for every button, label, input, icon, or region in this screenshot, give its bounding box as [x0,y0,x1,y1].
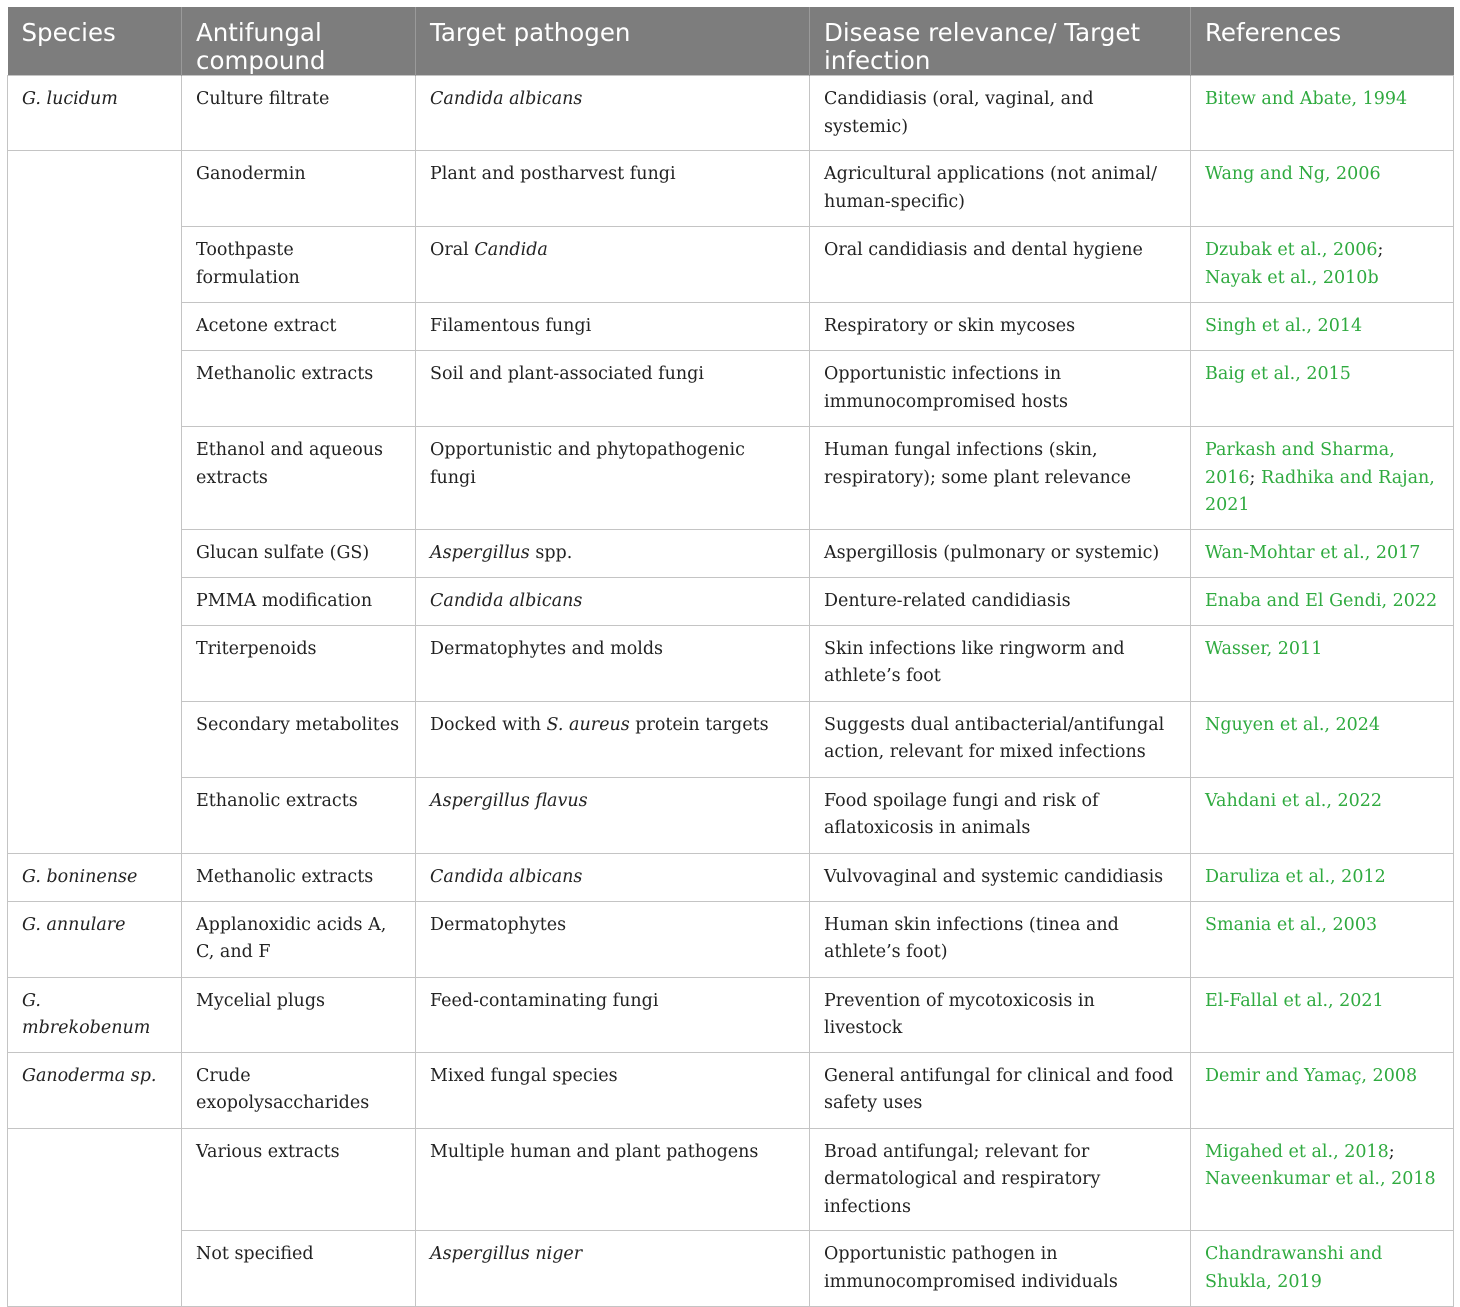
cell-disease: Candidiasis (oral, vaginal, and systemic) [810,76,1191,151]
cell-references [1191,625,1454,701]
pathogen-text: spp. [529,542,573,563]
species-name: Ganoderma sp. [22,1065,157,1086]
cell-references [1191,151,1454,227]
table-row [8,1128,1454,1231]
cell-species [8,1128,182,1307]
reference-link[interactable]: Dzubak et al., 2006 [1205,240,1378,260]
table-row [8,529,1454,577]
table-row [8,1052,1454,1128]
cell-disease: Skin infections like ringworm and athlete’s foot [810,625,1191,701]
species-name: G. annulare [22,914,126,935]
cell-compound: Methanolic extracts [182,853,416,901]
cell-disease: Opportunistic pathogen in immunocompromised individuals [810,1231,1191,1307]
antifungal-compounds-table [7,7,1454,1307]
cell-compound: Glucan sulfate (GS) [182,529,416,577]
cell-compound: Mycelial plugs [182,977,416,1052]
table-row [8,427,1454,530]
cell-references [1191,1052,1454,1128]
cell-disease: Denture-related candidiasis [810,577,1191,625]
cell-pathogen [416,1052,810,1128]
reference-link[interactable]: Nguyen et al., 2024 [1205,714,1381,735]
cell-compound: Not specified [182,1231,416,1307]
reference-link[interactable]: Baig et al., 2015 [1205,364,1351,384]
cell-disease: Aspergillosis (pulmonary or systemic) [810,529,1191,577]
cell-references [1191,777,1454,853]
cell-compound: Various extracts [182,1128,416,1231]
cell-pathogen [416,701,810,777]
cell-disease: Suggests dual antibacterial/antifungal action, relevant for mixed infections [810,701,1191,777]
cell-compound: Secondary metabolites [182,701,416,777]
cell-disease: Human fungal infections (skin, respiratory); some plant relevance [810,427,1191,530]
cell-compound: Applanoxidic acids A, C, and F [182,901,416,977]
header-antifungal-compound: Antifungal compound [182,7,416,76]
header-disease-relevance: Disease relevance/ Target infection [810,7,1191,76]
pathogen-text: Opportunistic and phytopathogenic fungi [430,440,745,488]
pathogen-text: Dermatophytes and molds [430,638,664,659]
table-body [8,76,1454,1307]
cell-compound: Ganodermin [182,151,416,227]
header-species: Species [8,7,182,76]
cell-species [8,76,182,151]
reference-link[interactable]: Smania et al., 2003 [1205,914,1378,935]
reference-link[interactable]: Wang and Ng, 2006 [1205,164,1381,184]
reference-link[interactable]: Chandrawanshi and Shukla, 2019 [1205,1244,1383,1292]
cell-compound: Crude exopolysaccharides [182,1052,416,1128]
table-row [8,303,1454,351]
reference-separator: ; [1249,467,1262,488]
pathogen-text: Multiple human and plant pathogens [430,1141,759,1162]
reference-link[interactable]: Bitew and Abate, 1994 [1205,89,1408,109]
species-name: G. lucidum [22,89,118,109]
cell-references [1191,427,1454,530]
cell-references [1191,303,1454,351]
cell-references [1191,529,1454,577]
cell-compound: Ethanolic extracts [182,777,416,853]
reference-link[interactable]: Naveenkumar et al., 2018 [1205,1169,1436,1189]
table-row [8,577,1454,625]
pathogen-text: Aspergillus niger [430,1244,583,1264]
table-row [8,777,1454,853]
pathogen-text: Feed-contaminating fungi [430,990,659,1011]
cell-references [1191,76,1454,151]
pathogen-text: Candida [474,240,548,260]
cell-references [1191,351,1454,427]
header-target-pathogen: Target pathogen [416,7,810,76]
cell-pathogen [416,625,810,701]
cell-references [1191,977,1454,1052]
cell-species [8,977,182,1052]
cell-pathogen [416,853,810,901]
cell-pathogen [416,777,810,853]
table-row [8,625,1454,701]
reference-link[interactable]: Migahed et al., 2018 [1205,1141,1389,1162]
cell-species [8,901,182,977]
cell-pathogen [416,76,810,151]
cell-pathogen [416,529,810,577]
cell-disease: Food spoilage fungi and risk of aflatoxicosis in animals [810,777,1191,853]
cell-compound: PMMA modification [182,577,416,625]
reference-link[interactable]: Nayak et al., 2010b [1205,267,1379,288]
cell-pathogen [416,1231,810,1307]
reference-link[interactable]: Daruliza et al., 2012 [1205,866,1386,887]
cell-pathogen [416,427,810,530]
cell-references [1191,901,1454,977]
cell-disease: Human skin infections (tinea and athlete’s foot) [810,901,1191,977]
pathogen-text: Filamentous fungi [430,316,592,336]
cell-disease: Agricultural applications (not animal/ human-specific) [810,151,1191,227]
pathogen-text: Soil and plant-associated fungi [430,364,704,384]
cell-disease: Prevention of mycotoxicosis in livestock [810,977,1191,1052]
table-row [8,1231,1454,1307]
species-name: G. mbrekobenum [22,990,151,1038]
table-row [8,76,1454,151]
species-name: G. boninense [22,866,138,887]
header-references: References [1191,7,1454,76]
pathogen-text: Dermatophytes [430,914,567,935]
cell-species [8,1052,182,1128]
cell-disease: Broad antifungal; relevant for dermatological and respiratory infections [810,1128,1191,1231]
cell-compound: Culture filtrate [182,76,416,151]
table-header [8,7,1454,76]
cell-pathogen [416,1128,810,1231]
reference-link[interactable]: Vahdani et al., 2022 [1205,790,1383,811]
reference-link[interactable]: Wan-Mohtar et al., 2017 [1205,542,1421,563]
cell-disease: Opportunistic infections in immunocompromised hosts [810,351,1191,427]
cell-disease: Respiratory or skin mycoses [810,303,1191,351]
pathogen-text: Mixed fungal species [430,1065,618,1086]
cell-references [1191,1128,1454,1231]
cell-compound: Methanolic extracts [182,351,416,427]
pathogen-text: Candida albicans [430,590,583,611]
cell-species [8,853,182,901]
reference-link[interactable]: El-Fallal et al., 2021 [1205,990,1384,1011]
reference-link[interactable]: Wasser, 2011 [1205,638,1323,659]
reference-separator: ; [1377,240,1384,260]
cell-references [1191,1231,1454,1307]
cell-pathogen [416,351,810,427]
table-row [8,351,1454,427]
pathogen-text: protein targets [629,714,769,735]
header-row [8,7,1454,76]
cell-disease: Vulvovaginal and systemic candidiasis [810,853,1191,901]
table-row [8,853,1454,901]
cell-compound: Acetone extract [182,303,416,351]
cell-pathogen [416,977,810,1052]
cell-pathogen [416,227,810,303]
cell-compound: Toothpaste formulation [182,227,416,303]
table-row [8,151,1454,227]
reference-separator: ; [1388,1141,1395,1162]
pathogen-text: Docked with [430,714,547,735]
cell-disease: General antifungal for clinical and food safety uses [810,1052,1191,1128]
pathogen-text: Aspergillus [430,542,530,563]
pathogen-text: Aspergillus flavus [430,790,588,811]
cell-pathogen [416,151,810,227]
cell-references [1191,701,1454,777]
cell-references [1191,227,1454,303]
pathogen-text: Plant and postharvest fungi [430,164,676,184]
pathogen-text: Oral [430,240,475,260]
cell-pathogen [416,577,810,625]
cell-references [1191,853,1454,901]
cell-species [8,151,182,854]
pathogen-text: Candida albicans [430,89,583,109]
cell-pathogen [416,901,810,977]
pathogen-text: Candida albicans [430,866,583,887]
cell-compound: Ethanol and aqueous extracts [182,427,416,530]
table-row [8,227,1454,303]
reference-link[interactable]: Enaba and El Gendi, 2022 [1205,590,1438,611]
cell-disease: Oral candidiasis and dental hygiene [810,227,1191,303]
pathogen-text: S. aureus [546,714,630,735]
cell-references [1191,577,1454,625]
table-row [8,701,1454,777]
table-row [8,901,1454,977]
table-row [8,977,1454,1052]
reference-link[interactable]: Radhika and Rajan, 2021 [1205,467,1435,515]
cell-compound: Triterpenoids [182,625,416,701]
reference-link[interactable]: Singh et al., 2014 [1205,316,1363,336]
reference-link[interactable]: Demir and Yamaç, 2008 [1205,1065,1418,1086]
cell-pathogen [416,303,810,351]
reference-link[interactable]: Parkash and Sharma, 2016 [1205,440,1395,488]
